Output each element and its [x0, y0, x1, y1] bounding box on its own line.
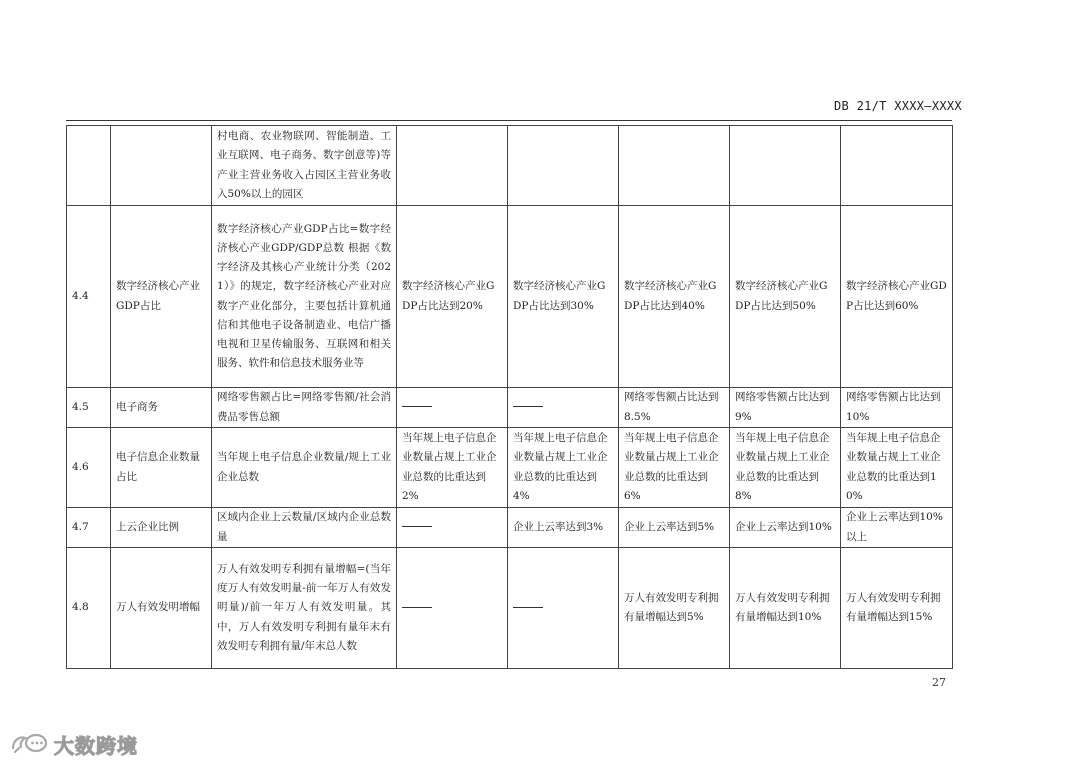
- dash-placeholder: [513, 406, 543, 407]
- level-cell-empty: [397, 508, 508, 548]
- level-cell-5: [841, 126, 953, 206]
- level-cell-2: 企业上云率达到3%: [508, 508, 619, 548]
- level-cell-5: 万人有效发明专利拥有量增幅达到15%: [841, 548, 953, 669]
- table-row: [67, 388, 953, 428]
- indicator-name: 数字经济核心产业GDP占比: [111, 206, 212, 388]
- level-cell-3: 数字经济核心产业GDP占比达到40%: [619, 206, 730, 388]
- indicator-id: 4.7: [67, 508, 111, 548]
- level-cell-3: 企业上云率达到5%: [619, 508, 730, 548]
- indicator-definition: 万人有效发明专利拥有量增幅=(当年度万人有效发明量-前一年万人有效发明量)/前一年万人有效发明量。其中，万人有效发明专利拥有量年末有效发明专利拥有量/年末总人数: [212, 548, 397, 669]
- level-cell-4: 万人有效发明专利拥有量增幅达到10%: [730, 548, 841, 669]
- level-cell-2: [508, 126, 619, 206]
- level-cell-4: 当年规上电子信息企业数量占规上工业企业总数的比重达到8%: [730, 428, 841, 508]
- level-cell-3: [619, 126, 730, 206]
- level-cell-2: 当年规上电子信息企业数量占规上工业企业总数的比重达到4%: [508, 428, 619, 508]
- level-cell-3: 网络零售额占比达到8.5%: [619, 388, 730, 428]
- indicator-definition: 数字经济核心产业GDP占比=数字经济核心产业GDP/GDP总数 根据《数字经济及其核心产业统计分类（2021）》的规定，数字经济核心产业对应数字产业化部分，主要包括计算机通信和其他电子设备制造业、电信广播电视和卫星传输服务、互联网和相关服务、软件和信息技术服务业等: [212, 206, 397, 388]
- level-cell-1: 当年规上电子信息企业数量占规上工业企业总数的比重达到2%: [397, 428, 508, 508]
- indicator-table: [66, 125, 953, 669]
- table-row: [67, 428, 953, 508]
- indicator-name: 电子信息企业数量占比: [111, 428, 212, 508]
- level-cell-3: 万人有效发明专利拥有量增幅达到5%: [619, 548, 730, 669]
- level-cell-empty: [508, 548, 619, 669]
- level-cell-5: 当年规上电子信息企业数量占规上工业企业总数的比重达到10%: [841, 428, 953, 508]
- level-cell-5: 企业上云率达到10%以上: [841, 508, 953, 548]
- indicator-id: 4.4: [67, 206, 111, 388]
- indicator-definition: 村电商、农业物联网、智能制造、工业互联网、电子商务、数字创意等)等产业主营业务收入占园区主营业务收入50%以上的园区: [212, 126, 397, 206]
- level-cell-empty: [397, 388, 508, 428]
- level-cell-1: 数字经济核心产业GDP占比达到20%: [397, 206, 508, 388]
- dash-placeholder: [513, 607, 543, 608]
- indicator-id: 4.8: [67, 548, 111, 669]
- watermark: [10, 731, 138, 757]
- indicator-name: [111, 126, 212, 206]
- table-row: [67, 206, 953, 388]
- level-cell-empty: [508, 388, 619, 428]
- level-cell-5: 数字经济核心产业GDP占比达到60%: [841, 206, 953, 388]
- level-cell-1: [397, 126, 508, 206]
- level-cell-4: 网络零售额占比达到9%: [730, 388, 841, 428]
- dash-placeholder: [402, 607, 432, 608]
- page-number: 27: [932, 676, 946, 689]
- level-cell-4: [730, 126, 841, 206]
- level-cell-2: 数字经济核心产业GDP占比达到30%: [508, 206, 619, 388]
- level-cell-4: 企业上云率达到10%: [730, 508, 841, 548]
- dash-placeholder: [402, 406, 432, 407]
- indicator-definition: 当年规上电子信息企业数量/规上工业企业总数: [212, 428, 397, 508]
- indicator-id: [67, 126, 111, 206]
- table-row: [67, 508, 953, 548]
- watermark-text: 大数跨境: [54, 733, 138, 758]
- indicator-name: 上云企业比例: [111, 508, 212, 548]
- dash-placeholder: [402, 526, 432, 527]
- table-row: [67, 126, 953, 206]
- indicator-definition: 网络零售额占比=网络零售额/社会消费品零售总额: [212, 388, 397, 428]
- indicator-definition: 区域内企业上云数量/区域内企业总数量: [212, 508, 397, 548]
- indicator-id: 4.6: [67, 428, 111, 508]
- indicator-id: 4.5: [67, 388, 111, 428]
- indicator-name: 万人有效发明增幅: [111, 548, 212, 669]
- table-row: [67, 548, 953, 669]
- indicator-name: 电子商务: [111, 388, 212, 428]
- level-cell-4: 数字经济核心产业GDP占比达到50%: [730, 206, 841, 388]
- chat-bubble-logo-icon: [10, 732, 48, 756]
- header-rule: [66, 120, 952, 121]
- level-cell-5: 网络零售额占比达到10%: [841, 388, 953, 428]
- level-cell-3: 当年规上电子信息企业数量占规上工业企业总数的比重达到6%: [619, 428, 730, 508]
- document-code: DB 21/T XXXX—XXXX: [834, 99, 962, 113]
- level-cell-empty: [397, 548, 508, 669]
